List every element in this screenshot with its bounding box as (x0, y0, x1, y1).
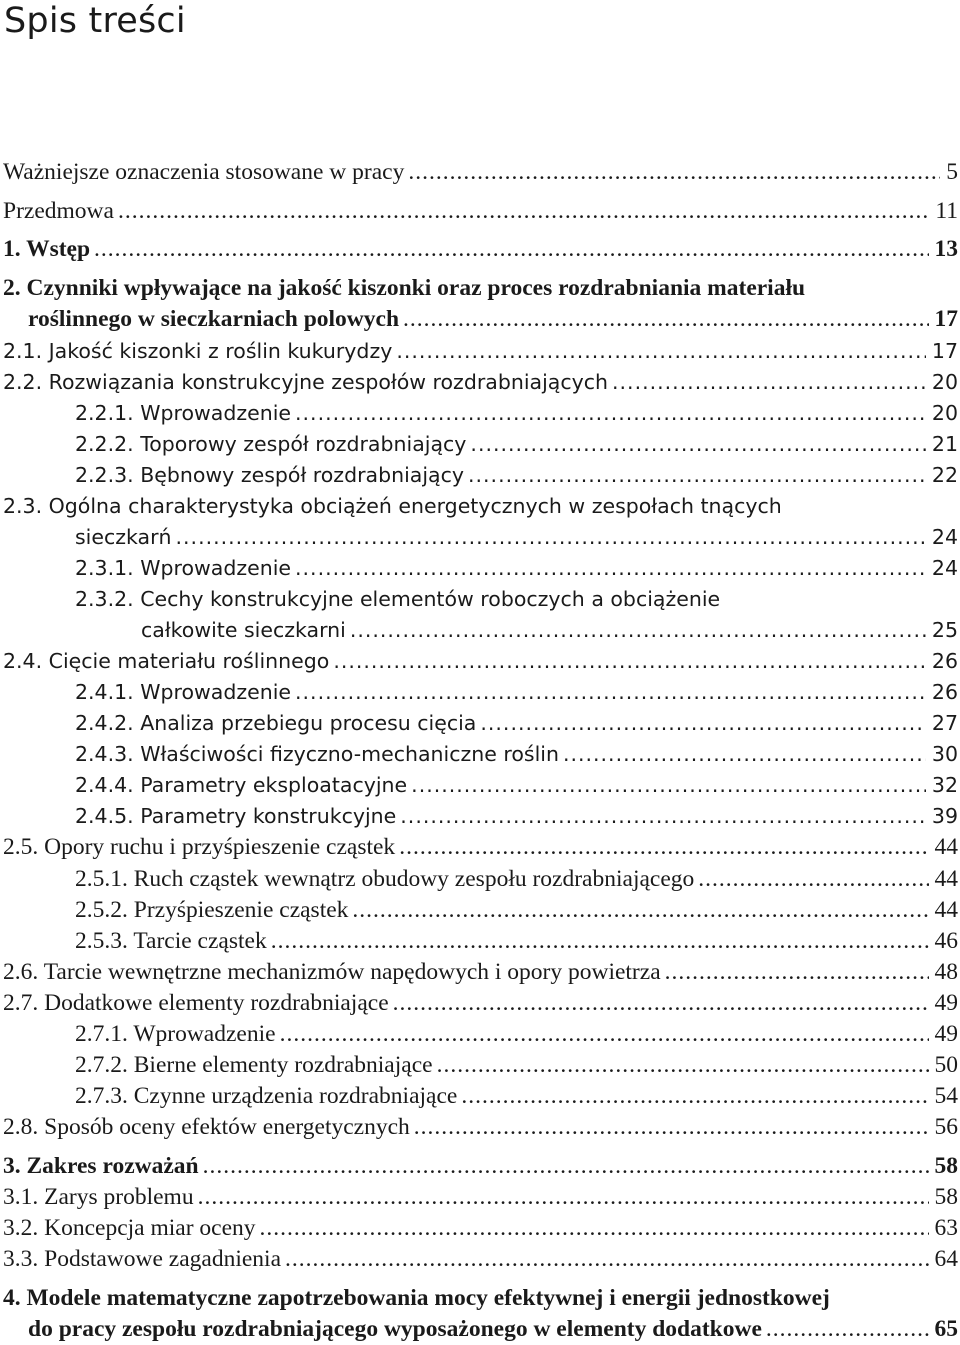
toc-entry-page: 58 (934, 1184, 958, 1210)
toc-entry-page: 32 (931, 773, 958, 797)
toc-entry-label-line1: 2.3. Ogólna charakterystyka obciążeń energetycznych w zespołach tnących (3, 494, 782, 518)
toc-entry[interactable] (0, 646, 958, 677)
toc-entry-line1[interactable] (0, 491, 958, 522)
leader-dots (468, 460, 926, 491)
toc-entry-page: 11 (935, 198, 958, 224)
leader-dots (480, 708, 926, 739)
toc-entry[interactable] (0, 864, 958, 895)
leader-dots (350, 615, 926, 646)
leader-dots (118, 196, 929, 227)
toc-entry-page: 44 (934, 866, 958, 892)
toc-entry-page: 20 (931, 370, 958, 394)
leader-dots (333, 646, 926, 677)
toc-entry-label: sieczkarń (75, 525, 172, 549)
toc-entry-page: 64 (934, 1246, 958, 1272)
toc-entry[interactable] (0, 1050, 958, 1081)
toc-entry-page: 5 (946, 159, 958, 185)
toc-entry-label: 2.4.2. Analiza przebiegu procesu cięcia (75, 711, 477, 735)
toc-entry-label: 2.5. Opory ruchu i przyśpieszenie cząstek (3, 834, 396, 860)
toc-entry-label: 2.5.3. Tarcie cząstek (75, 928, 267, 954)
toc-entry-page: 20 (931, 401, 958, 425)
toc-entry-label: 2.1. Jakość kiszonki z roślin kukurydzy (3, 339, 393, 363)
toc-entry[interactable] (0, 1182, 958, 1213)
toc-entry-page: 56 (934, 1114, 958, 1140)
toc-entry-page: 39 (931, 804, 958, 828)
toc-entry-label-line1: 4. Modele matematyczne zapotrzebowania mocy efektywnej i energii jednostkowej (3, 1285, 830, 1311)
toc-entry[interactable] (0, 739, 958, 770)
toc-entry-label: 2.8. Sposób oceny efektów energetycznych (3, 1114, 410, 1140)
toc-entry-page: 24 (931, 556, 958, 580)
leader-dots (94, 234, 928, 265)
toc-entry[interactable] (0, 234, 958, 265)
toc-entry-page: 24 (931, 525, 958, 549)
leader-dots (285, 1244, 928, 1275)
toc-entry-page: 22 (931, 463, 958, 487)
leader-dots (396, 336, 926, 367)
toc-entry-label-line1: 2. Czynniki wpływające na jakość kiszonki oraz proces rozdrabniania materiału (3, 275, 806, 301)
toc-entry-line1[interactable] (0, 1283, 958, 1314)
toc-entry-line1[interactable] (0, 273, 958, 304)
toc-entry-label: 2.7.1. Wprowadzenie (75, 1021, 276, 1047)
toc-entry-label: 2.4.4. Parametry eksploatacyjne (75, 773, 408, 797)
toc-entry[interactable] (0, 708, 958, 739)
leader-dots (698, 864, 928, 895)
toc-entry-label: 2.2.2. Toporowy zespół rozdrabniający (75, 432, 467, 456)
toc-entry-label: 2.5.2. Przyśpieszenie cząstek (75, 897, 349, 923)
toc-entry-label: 2.4. Cięcie materiału roślinnego (3, 649, 330, 673)
toc-entry-label: 2.6. Tarcie wewnętrzne mechanizmów napędowych i opory powietrza (3, 959, 661, 985)
toc-entry-line1[interactable] (0, 584, 958, 615)
toc-entry-page: 21 (931, 432, 958, 456)
toc-entry-page: 25 (931, 618, 958, 642)
leader-dots (260, 1213, 929, 1244)
toc-entry-label: 3.2. Koncepcja miar oceny (3, 1215, 256, 1241)
toc-entry-page: 48 (934, 959, 958, 985)
toc-entry-page: 50 (934, 1052, 958, 1078)
toc-entry-label: Ważniejsze oznaczenia stosowane w pracy (3, 159, 405, 185)
toc-entry[interactable] (0, 1112, 958, 1143)
leader-dots (393, 988, 929, 1019)
toc-entry-label: 2.3.1. Wprowadzenie (75, 556, 292, 580)
toc-entry[interactable] (0, 429, 958, 460)
toc-entry-label: do pracy zespołu rozdrabniającego wyposażonego w elementy dodatkowe (28, 1316, 762, 1342)
toc-entry[interactable] (0, 1019, 958, 1050)
toc-entry-label: 2.7.3. Czynne urządzenia rozdrabniające (75, 1083, 458, 1109)
toc-entry-page: 46 (934, 928, 958, 954)
toc-entry[interactable] (0, 770, 958, 801)
toc-entry-label: 3.1. Zarys problemu (3, 1184, 194, 1210)
toc-entry[interactable] (0, 615, 958, 646)
leader-dots (437, 1050, 929, 1081)
leader-dots (414, 1112, 929, 1143)
leader-dots (470, 429, 925, 460)
toc-entry[interactable] (0, 336, 958, 367)
leader-dots (280, 1019, 929, 1050)
toc-entry[interactable] (0, 553, 958, 584)
toc-entry-page: 58 (934, 1153, 958, 1179)
toc-entry-label: 2.2. Rozwiązania konstrukcyjne zespołów rozdrabniających (3, 370, 609, 394)
toc-entry[interactable] (0, 157, 958, 188)
leader-dots (400, 801, 926, 832)
leader-dots (295, 553, 926, 584)
toc-entry[interactable] (0, 957, 958, 988)
toc-entry-label: 2.4.5. Parametry konstrukcyjne (75, 804, 397, 828)
toc-entry-label: 3.3. Podstawowe zagadnienia (3, 1246, 282, 1272)
leader-dots (271, 926, 929, 957)
toc-entry-page: 65 (934, 1316, 958, 1342)
toc-entry-label: 3. Zakres rozważań (3, 1153, 199, 1179)
toc-entry[interactable] (0, 1213, 958, 1244)
toc-entry[interactable] (0, 398, 958, 429)
toc-entry-page: 27 (931, 711, 958, 735)
toc-entry-page: 26 (931, 649, 958, 673)
toc-entry[interactable] (0, 1081, 958, 1112)
leader-dots (408, 157, 940, 188)
toc-entry[interactable] (0, 196, 958, 227)
toc-entry[interactable] (0, 832, 958, 863)
toc-entry-page: 17 (931, 339, 958, 363)
leader-dots (198, 1182, 929, 1213)
toc-entry-page: 30 (931, 742, 958, 766)
leader-dots (766, 1314, 929, 1345)
toc-entry-page: 44 (934, 897, 958, 923)
leader-dots (563, 739, 926, 770)
leader-dots (612, 367, 926, 398)
toc-entry-label: 2.4.3. Właściwości fizyczno-mechaniczne roślin (75, 742, 559, 766)
toc-entry[interactable] (0, 304, 958, 335)
toc-entry[interactable] (0, 460, 958, 491)
toc-entry-label: 2.2.3. Bębnowy zespół rozdrabniający (75, 463, 464, 487)
toc-entry[interactable] (0, 926, 958, 957)
leader-dots (352, 895, 928, 926)
toc-entry-page: 17 (934, 306, 958, 332)
leader-dots (461, 1081, 928, 1112)
toc-entry-label: 1. Wstęp (3, 236, 91, 262)
toc-entry-label: 2.7.2. Bierne elementy rozdrabniające (75, 1052, 433, 1078)
toc-entry-page: 13 (934, 236, 958, 262)
toc-entry-label: Przedmowa (3, 198, 114, 224)
toc-entry-label: 2.2.1. Wprowadzenie (75, 401, 292, 425)
toc-entry[interactable] (0, 895, 958, 926)
toc-entry-label: roślinnego w sieczkarniach polowych (28, 306, 400, 332)
leader-dots (176, 522, 926, 553)
toc-entry[interactable] (0, 677, 958, 708)
toc-entry-page: 49 (934, 990, 958, 1016)
leader-dots (295, 398, 926, 429)
toc-entry-label: 2.4.1. Wprowadzenie (75, 680, 292, 704)
leader-dots (203, 1151, 929, 1182)
toc-entry-page: 26 (931, 680, 958, 704)
leader-dots (295, 677, 926, 708)
toc-entry[interactable] (0, 988, 958, 1019)
toc-entry-label-line1: 2.3.2. Cechy konstrukcyjne elementów roboczych a obciążenie (75, 587, 721, 611)
toc-entry-label: 2.5.1. Ruch cząstek wewnątrz obudowy zespołu rozdrabniającego (75, 866, 695, 892)
toc-entry[interactable] (0, 1314, 958, 1345)
leader-dots (665, 957, 929, 988)
toc-entry[interactable] (0, 1151, 958, 1182)
toc-entry-page: 49 (934, 1021, 958, 1047)
leader-dots (403, 304, 928, 335)
toc-entry-page: 63 (934, 1215, 958, 1241)
leader-dots (411, 770, 926, 801)
toc-entry[interactable] (0, 801, 958, 832)
leader-dots (399, 832, 928, 863)
toc-entry-page: 44 (934, 834, 958, 860)
toc-entry[interactable] (0, 367, 958, 398)
toc-entry-label: całkowite sieczkarni (141, 618, 346, 642)
page-title: Spis treści (4, 1, 186, 41)
toc-entry-page: 54 (934, 1083, 958, 1109)
toc-entry-label: 2.7. Dodatkowe elementy rozdrabniające (3, 990, 389, 1016)
toc-entry[interactable] (0, 1244, 958, 1275)
toc-entry[interactable] (0, 522, 958, 553)
